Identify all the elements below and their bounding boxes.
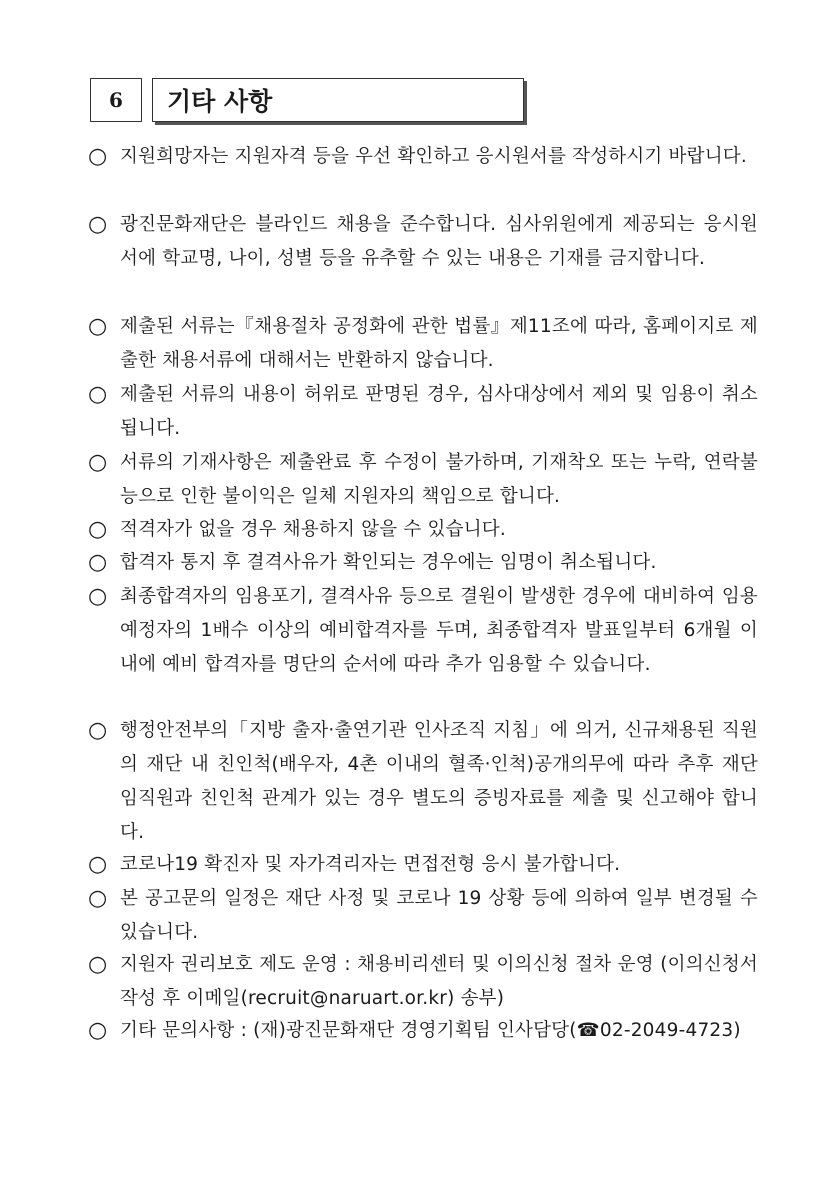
- circle-bullet-icon: ○: [88, 1018, 108, 1043]
- circle-bullet-icon: ○: [88, 144, 108, 169]
- section-number: 6: [90, 78, 142, 122]
- list-item-text: 최종합격자의 임용포기, 결격사유 등으로 결원이 발생한 경우에 대비하여 임용예정자의 1배수 이상의 예비합격자를 두며, 최종합격자 발표일부터 6개월 이내에 예비 합격자를 명단의 순서에 따라 추가 임용할 수 있습니다.: [120, 586, 758, 675]
- circle-bullet-icon: ○: [88, 550, 108, 575]
- list-item-text: 서류의 기재사항은 제출완료 후 수정이 불가하며, 기재착오 또는 누락, 연락불능으로 인한 불이익은 일체 지원자의 책임으로 합니다.: [120, 452, 758, 507]
- list-item-text: 행정안전부의「지방 출자·출연기관 인사조직 지침」에 의거, 신규채용된 직원의 재단 내 친인척(배우자, 4촌 이내의 혈족·인척)공개의무에 따라 추후 재단 임직원과 친인척 관계가 있는 경우 별도의 증빙자료를 제출 및 신고해야 합니다.: [120, 720, 758, 843]
- circle-bullet-icon: ○: [88, 718, 108, 743]
- list-item-text: 기타 문의사항 : (재)광진문화재단 경영기획팀 인사담당(☎02-2049-4723): [120, 1020, 741, 1041]
- circle-bullet-icon: ○: [88, 584, 108, 609]
- circle-bullet-icon: ○: [88, 382, 108, 407]
- list-item: [88, 546, 758, 580]
- circle-bullet-icon: ○: [88, 450, 108, 475]
- section-header: [90, 75, 524, 121]
- list-item-text: 제출된 서류의 내용이 허위로 판명된 경우, 심사대상에서 제외 및 임용이 취소됩니다.: [120, 384, 758, 439]
- list-item-text: 적격자가 없을 경우 채용하지 않을 수 있습니다.: [120, 519, 506, 540]
- list-item: [88, 948, 758, 1016]
- circle-bullet-icon: ○: [88, 952, 108, 977]
- list-item: [88, 310, 758, 378]
- list-item-text: 지원자 권리보호 제도 운영 : 채용비리센터 및 이의신청 절차 운영 (이의신청서 작성 후 이메일(recruit@naruart.or.kr) 송부): [120, 954, 758, 1009]
- circle-bullet-icon: ○: [88, 852, 108, 877]
- list-item: [88, 140, 758, 174]
- list-item-text: 합격자 통지 후 결격사유가 확인되는 경우에는 임명이 취소됩니다.: [120, 552, 657, 573]
- list-item-text: 광진문화재단은 블라인드 채용을 준수합니다. 심사위원에게 제공되는 응시원서에 학교명, 나이, 성별 등을 유추할 수 있는 내용은 기재를 금지합니다.: [120, 214, 758, 269]
- circle-bullet-icon: ○: [88, 314, 108, 339]
- list-item: [88, 882, 758, 950]
- list-item-text: 본 공고문의 일정은 재단 사정 및 코로나 19 상황 등에 의하여 일부 변경될 수 있습니다.: [120, 888, 758, 943]
- list-item-text: 코로나19 확진자 및 자가격리자는 면접전형 응시 불가합니다.: [120, 854, 621, 875]
- circle-bullet-icon: ○: [88, 886, 108, 911]
- list-item: [88, 1014, 758, 1048]
- list-item: [88, 513, 758, 547]
- list-item-text: 제출된 서류는『채용절차 공정화에 관한 법률』제11조에 따라, 홈페이지로 제출한 채용서류에 대해서는 반환하지 않습니다.: [120, 316, 758, 371]
- list-item: [88, 580, 758, 682]
- circle-bullet-icon: ○: [88, 517, 108, 542]
- list-item-text: 지원희망자는 지원자격 등을 우선 확인하고 응시원서를 작성하시기 바랍니다.: [120, 146, 747, 167]
- section-title: 기타 사항: [152, 78, 524, 122]
- circle-bullet-icon: ○: [88, 212, 108, 237]
- list-item: [88, 714, 758, 850]
- list-item: [88, 208, 758, 276]
- list-item: [88, 378, 758, 446]
- list-item: [88, 446, 758, 514]
- list-item: [88, 848, 758, 882]
